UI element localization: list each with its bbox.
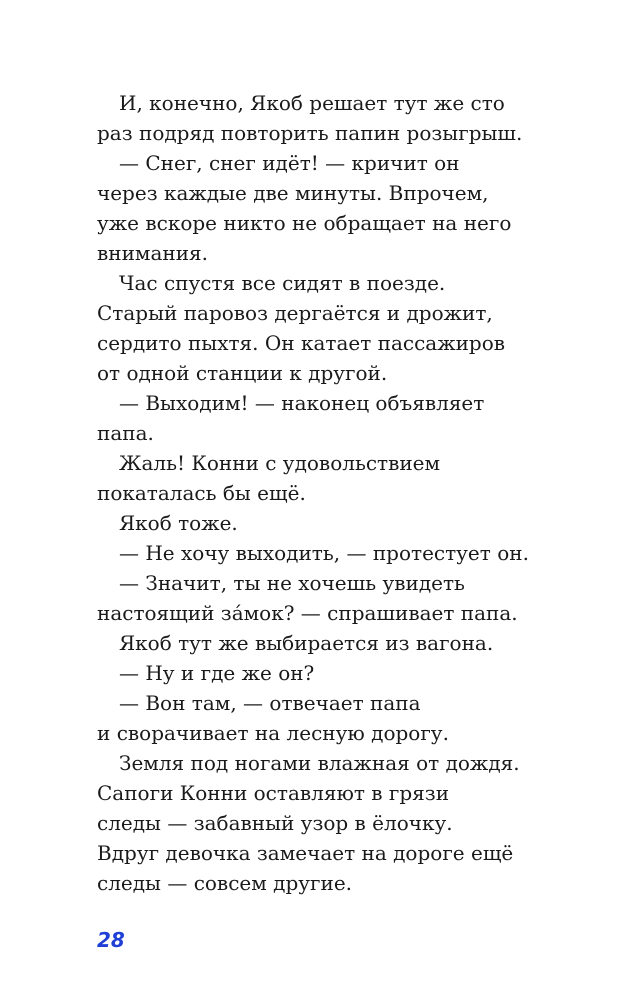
text-line: Якоб тоже. — [119, 511, 238, 535]
text-line: Якоб тут же выбирается из вагона. — [119, 631, 494, 655]
text-line: — Значит, ты не хочешь увидеть — [119, 571, 465, 595]
text-line: Старый паровоз дергаётся и дрожит, — [97, 301, 493, 325]
text-line: от одной станции к другой. — [97, 361, 388, 385]
text-line: Сапоги Конни оставляют в грязи — [97, 781, 450, 805]
text-line: раз подряд повторить папин розыгрыш. — [97, 121, 523, 145]
text-line: — Выходим! — наконец объявляет — [119, 391, 485, 415]
text-line: — Ну и где же он? — [119, 661, 315, 685]
text-line: — Вон там, — отвечает папа — [119, 691, 421, 715]
text-line: Жаль! Конни с удовольствием — [119, 451, 441, 475]
text-line: уже вскоре никто не обращает на него — [97, 211, 512, 235]
text-line: покаталась бы ещё. — [97, 481, 306, 505]
text-line: Земля под ногами влажная от дождя. — [119, 751, 520, 775]
text-line: И, конечно, Якоб решает тут же сто — [119, 91, 505, 115]
text-line: настоящий за́мок? — спрашивает папа. — [97, 601, 518, 625]
text-line: следы — забавный узор в ёлочку. — [97, 811, 453, 835]
text-line: через каждые две минуты. Впрочем, — [97, 181, 489, 205]
text-line: внимания. — [97, 241, 209, 265]
text-line: сердито пыхтя. Он катает пассажиров — [97, 331, 506, 355]
text-line: — Не хочу выходить, — протестует он. — [119, 541, 529, 565]
text-line: и сворачивает на лесную дорогу. — [97, 721, 449, 745]
page-number: 28 — [97, 928, 125, 952]
text-line: Час спустя все сидят в поезде. — [119, 271, 446, 295]
text-line: следы — совсем другие. — [97, 871, 353, 895]
text-line: — Снег, снег идёт! — кричит он — [119, 151, 460, 175]
text-line: Вдруг девочка замечает на дороге ещё — [97, 841, 514, 865]
body-text — [97, 88, 537, 898]
text-line: папа. — [97, 421, 154, 445]
